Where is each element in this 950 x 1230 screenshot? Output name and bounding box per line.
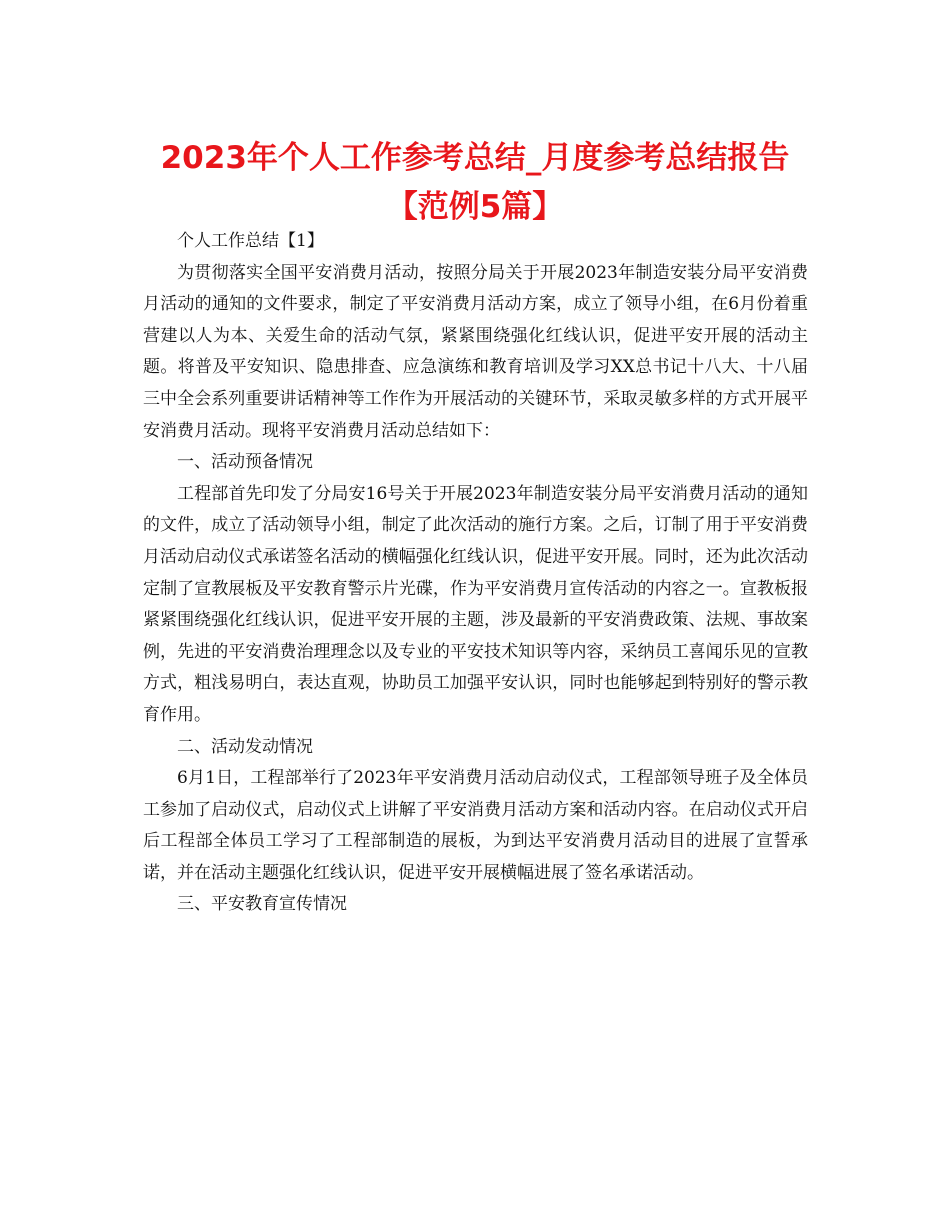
section-heading: 三、平安教育宣传情况 (177, 894, 347, 915)
document-body (143, 226, 808, 921)
paragraph: 工程部首先印发了分局安16号关于开展2023年制造安装分局平安消费月活动的通知的文件，成立了活动领导小组，制定了此次活动的施行方案。之后，订制了用于平安消费月活动启动仪式承诺签名活动的横幅强化红线认识，促进平安开展。同时，还为此次活动定制了宣教展板及平安教育警示片光碟，作为平安消费月宣传活动的内容之一。宣教板报紧紧围绕强化红线认识，促进平安开展的主题，涉及最新的平安消费政策、法规、事故案例，先进的平安消费治理理念以及专业的平安技术知识等内容，采纳员工喜闻乐见的宣教方式，粗浅易明白，表达直观，协助员工加强平安认识，同时也能够起到特别好的警示教育作用。 (143, 483, 808, 725)
paragraph: 为贯彻落实全国平安消费月活动，按照分局关于开展2023年制造安装分局平安消费月活动的通知的文件要求，制定了平安消费月活动方案，成立了领导小组，在6月份着重营建以人为本、关爱生命的活动气氛，紧紧围绕强化红线认识，促进平安开展的活动主题。将普及平安知识、隐患排查、应急演练和教育培训及学习XX总书记十八大、十八届三中全会系列重要讲话精神等工作作为开展活动的关键环节，采取灵敏多样的方式开展平安消费月活动。现将平安消费月活动总结如下： (143, 262, 808, 441)
paragraph: 6月1日，工程部举行了2023年平安消费月活动启动仪式，工程部领导班子及全体员工参加了启动仪式，启动仪式上讲解了平安消费月活动方案和活动内容。在启动仪式开启后工程部全体员工学习了工程部制造的展板，为到达平安消费月活动目的进展了宣誓承诺，并在活动主题强化红线认识，促进平安开展横幅进展了签名承诺活动。 (143, 768, 808, 883)
document-title-line-1: 2023年个人工作参考总结_月度参考总结报告 (160, 140, 790, 176)
document-title-line-2: 【范例5篇】 (386, 189, 564, 225)
section-heading: 个人工作总结【1】 (177, 231, 324, 251)
section-heading: 一、活动预备情况 (177, 452, 313, 473)
section-heading: 二、活动发动情况 (177, 736, 313, 757)
